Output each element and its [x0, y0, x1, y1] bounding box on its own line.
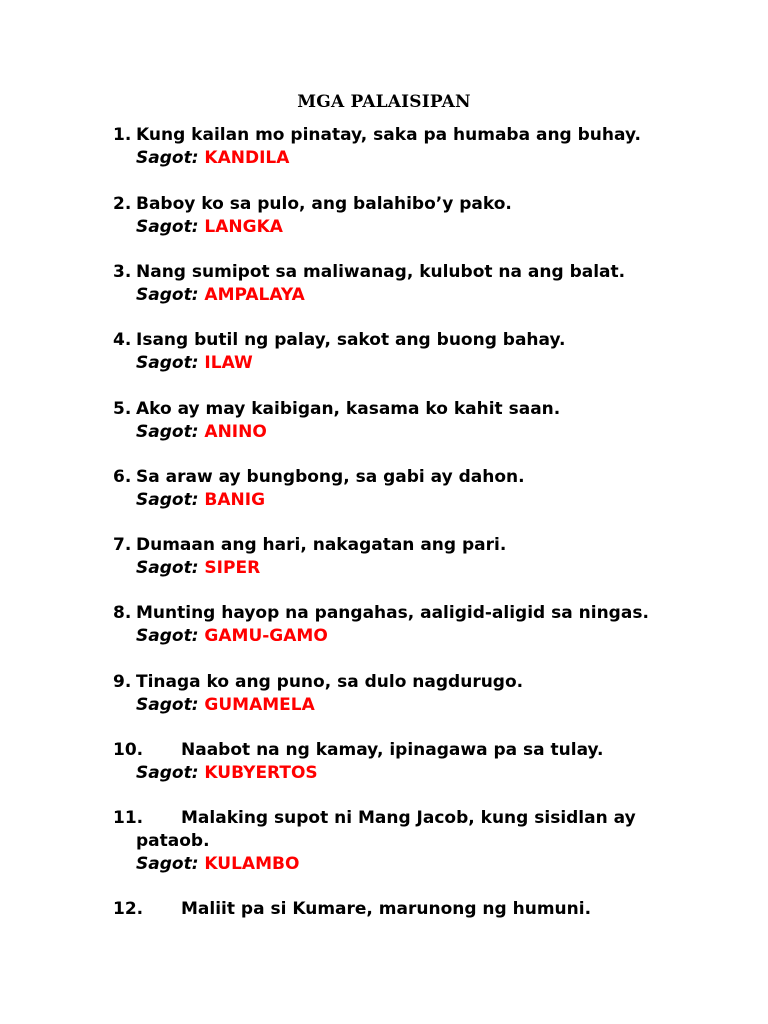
riddle-question: Baboy ko sa pulo, ang balahibo’y pako. [136, 194, 512, 214]
answer-value: GAMU-GAMO [204, 626, 328, 646]
riddle-question-continuation: pataob. [136, 831, 210, 851]
riddle-question: Naabot na ng kamay, ipinagawa pa sa tulay. [181, 740, 604, 760]
riddle-item [113, 398, 693, 444]
riddle-question-row [113, 898, 693, 921]
riddle-number: 5. [113, 399, 132, 419]
answer-value: ANINO [204, 422, 267, 442]
answer-value: SIPER [204, 558, 261, 578]
answer-value: AMPALAYA [204, 285, 305, 305]
riddle-question-row [113, 466, 693, 489]
answer-label: Sagot: [136, 148, 199, 168]
riddle-question-row [113, 329, 693, 352]
document-title: MGA PALAISIPAN [297, 92, 471, 112]
riddle-answer-row [113, 625, 693, 648]
riddle-answer-row [113, 762, 693, 785]
riddle-question: Ako ay may kaibigan, kasama ko kahit saan. [136, 399, 561, 419]
answer-label: Sagot: [136, 558, 199, 578]
riddle-question-row [113, 261, 693, 284]
riddle-item [113, 193, 693, 239]
riddle-number: 1. [113, 125, 132, 145]
riddle-answer-row [113, 216, 693, 239]
answer-value: LANGKA [204, 217, 283, 237]
riddle-item [113, 807, 693, 876]
answer-label: Sagot: [136, 854, 199, 874]
riddle-item [113, 671, 693, 717]
answer-value: BANIG [204, 490, 266, 510]
riddle-item [113, 602, 693, 648]
riddle-item [113, 534, 693, 580]
riddle-question-row [113, 807, 693, 830]
riddle-question: Maliit pa si Kumare, marunong ng humuni. [181, 899, 592, 919]
riddle-question-row [113, 534, 693, 557]
answer-label: Sagot: [136, 285, 199, 305]
answer-value: GUMAMELA [204, 695, 315, 715]
riddle-number: 4. [113, 330, 132, 350]
answer-label: Sagot: [136, 490, 199, 510]
riddle-question: Munting hayop na pangahas, aaligid-aligid sa ningas. [136, 603, 649, 623]
riddle-number: 11. [113, 808, 144, 828]
riddle-number: 2. [113, 194, 132, 214]
answer-label: Sagot: [136, 626, 199, 646]
riddle-number: 3. [113, 262, 132, 282]
riddle-answer-row [113, 352, 693, 375]
riddle-item [113, 124, 693, 170]
riddle-question: Kung kailan mo pinatay, saka pa humaba ang buhay. [136, 125, 641, 145]
riddle-question: Malaking supot ni Mang Jacob, kung sisidlan ay [181, 808, 636, 828]
riddle-item [113, 261, 693, 307]
riddle-item [113, 466, 693, 512]
riddle-number: 12. [113, 899, 144, 919]
riddle-answer-row [113, 147, 693, 170]
riddle-answer-row [113, 853, 693, 876]
answer-value: KULAMBO [204, 854, 300, 874]
answer-label: Sagot: [136, 763, 199, 783]
riddle-question-row [113, 124, 693, 147]
answer-value: KUBYERTOS [204, 763, 318, 783]
riddle-question: Dumaan ang hari, nakagatan ang pari. [136, 535, 507, 555]
riddle-answer-row [113, 694, 693, 717]
answer-label: Sagot: [136, 695, 199, 715]
riddle-item [113, 329, 693, 375]
answer-label: Sagot: [136, 422, 199, 442]
riddle-question-row [113, 671, 693, 694]
riddle-question-row [113, 398, 693, 421]
riddle-number: 10. [113, 740, 144, 760]
riddle-question: Nang sumipot sa maliwanag, kulubot na ang balat. [136, 262, 626, 282]
riddle-question: Sa araw ay bungbong, sa gabi ay dahon. [136, 467, 525, 487]
riddle-question-row [113, 602, 693, 625]
riddle-answer-row [113, 557, 693, 580]
answer-value: KANDILA [204, 148, 290, 168]
riddle-item [113, 898, 693, 921]
riddle-question: Isang butil ng palay, sakot ang buong bahay. [136, 330, 566, 350]
riddle-question-row [113, 193, 693, 216]
riddle-number: 7. [113, 535, 132, 555]
answer-value: ILAW [204, 353, 253, 373]
answer-label: Sagot: [136, 217, 199, 237]
riddle-answer-row [113, 489, 693, 512]
riddle-item [113, 739, 693, 785]
answer-label: Sagot: [136, 353, 199, 373]
riddle-number: 9. [113, 672, 132, 692]
riddle-question: Tinaga ko ang puno, sa dulo nagdurugo. [136, 672, 524, 692]
riddle-answer-row [113, 421, 693, 444]
riddle-number: 8. [113, 603, 132, 623]
riddle-question-row [113, 739, 693, 762]
riddle-answer-row [113, 284, 693, 307]
riddle-number: 6. [113, 467, 132, 487]
